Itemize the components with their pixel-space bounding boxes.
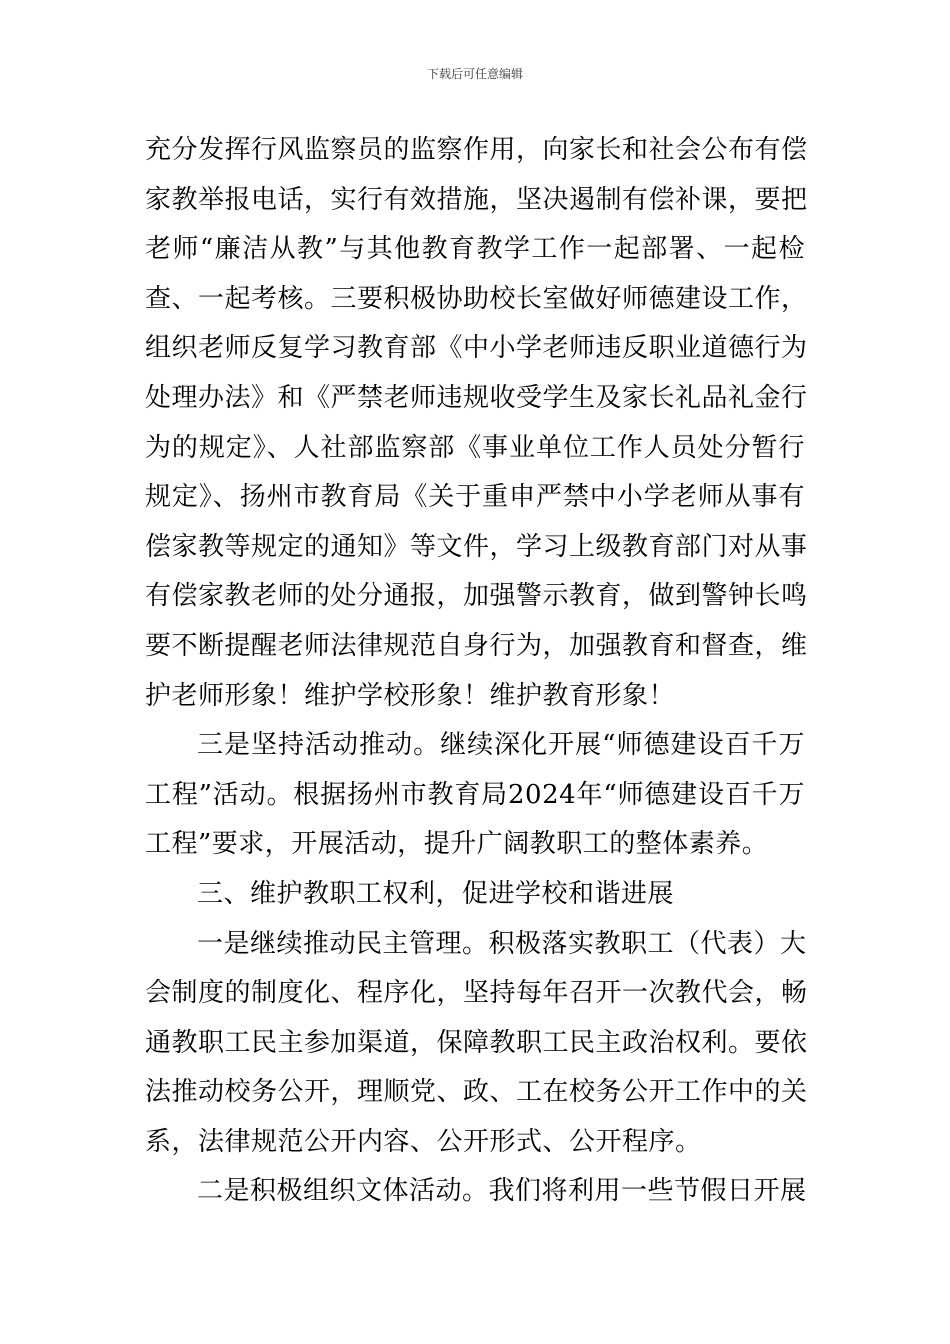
text-line: 家教举报电话，实行有效措施，坚决遏制有偿补课，要把 bbox=[145, 184, 808, 215]
text-line: 要不断提醒老师法律规范自身行为，加强教育和督查，维 bbox=[145, 630, 808, 661]
text-line: 有偿家教老师的处分通报，加强警示教育，做到警钟长鸣 bbox=[145, 581, 808, 612]
text-line: 组织老师反复学习教育部《中小学老师违反职业道德行为 bbox=[145, 333, 808, 364]
text-line: 偿家教等规定的通知》等文件，学习上级教育部门对从事 bbox=[145, 531, 808, 562]
text-line: 工程”活动。根据扬州市教育局2024年“师德建设百千万 bbox=[145, 779, 805, 810]
text-line: 三、维护教职工权利，促进学校和谐进展 bbox=[197, 878, 675, 909]
text-line: 护老师形象！维护学校形象！维护教育形象！ bbox=[145, 680, 676, 711]
text-line: 老师“廉洁从教”与其他教育教学工作一起部署、一起检 bbox=[145, 234, 805, 265]
text-line: 三是坚持活动推动。继续深化开展“师德建设百千万 bbox=[197, 730, 805, 761]
text-line: 规定》、扬州市教育局《关于重申严禁中小学老师从事有 bbox=[145, 482, 805, 513]
page-header: 下载后可任意编辑 bbox=[426, 67, 523, 81]
text-line: 一是继续推动民主管理。积极落实教职工（代表）大 bbox=[197, 928, 807, 959]
text-line: 处理办法》和《严禁老师违规收受学生及家长礼品礼金行 bbox=[145, 382, 808, 413]
text-line: 通教职工民主参加渠道，保障教职工民主政治权利。要依 bbox=[145, 1027, 808, 1058]
text-line: 会制度的制度化、程序化，坚持每年召开一次教代会，畅 bbox=[145, 978, 808, 1009]
text-line: 查、一起考核。三要积极协助校长室做好师德建设工作， bbox=[145, 283, 808, 314]
text-line: 为的规定》、人社部监察部《事业单位工作人员处分暂行 bbox=[145, 432, 805, 463]
text-line: 充分发挥行风监察员的监察作用，向家长和社会公布有偿 bbox=[145, 135, 808, 165]
document-body bbox=[145, 126, 808, 1217]
text-line: 工程”要求，开展活动，提升广阔教职工的整体素养。 bbox=[145, 829, 769, 860]
text-line: 系，法律规范公开内容、公开形式、公开程序。 bbox=[145, 1126, 702, 1157]
text-line: 二是积极组织文体活动。我们将利用一些节假日开展 bbox=[197, 1176, 807, 1207]
text-line: 法推动校务公开，理顺党、政、工在校务公开工作中的关 bbox=[145, 1077, 808, 1108]
